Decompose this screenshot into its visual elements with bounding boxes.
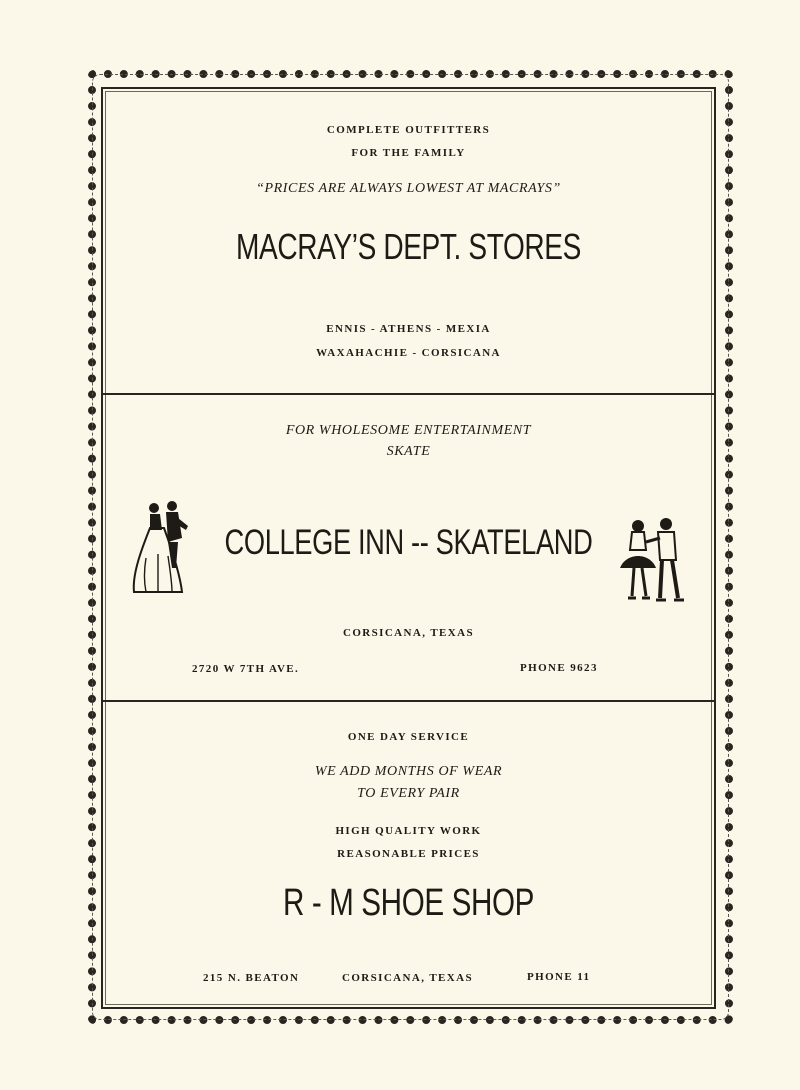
skateland-line-2: SKATE: [386, 444, 431, 459]
skateland-line-1: FOR WHOLESOME ENTERTAINMENT: [285, 423, 532, 438]
shoe-shop-city: CORSICANA, TEXAS: [342, 972, 473, 984]
skateland-address: 2720 W 7TH AVE.: [192, 663, 300, 675]
macrays-towns-1: ENNIS - ATHENS - MEXIA: [326, 323, 491, 335]
skateland-name: COLLEGE INN -- SKATELAND: [224, 523, 593, 562]
macrays-store-name: MACRAY’S DEPT. STORES: [236, 226, 581, 267]
shoe-shop-address: 215 N. BEATON: [203, 972, 300, 984]
shoe-shop-phone: PHONE 11: [527, 971, 591, 983]
shoe-shop-line-1: ONE DAY SERVICE: [347, 731, 470, 743]
macrays-line-2: FOR THE FAMILY: [351, 147, 466, 159]
shoe-shop-line-4: HIGH QUALITY WORK: [335, 825, 482, 837]
section-divider: [101, 700, 716, 702]
section-divider: [101, 393, 716, 395]
skateland-phone: PHONE 9623: [520, 662, 598, 674]
shoe-shop-line-3: TO EVERY PAIR: [357, 786, 460, 801]
macrays-line-1: COMPLETE OUTFITTERS: [326, 124, 491, 136]
macrays-slogan: “PRICES ARE ALWAYS LOWEST AT MACRAYS”: [256, 181, 561, 196]
shoe-shop-line-5: REASONABLE PRICES: [337, 848, 480, 860]
shoe-shop-line-2: WE ADD MONTHS OF WEAR: [314, 764, 503, 779]
macrays-towns-2: WAXAHACHIE - CORSICANA: [316, 347, 501, 359]
shoe-shop-name: R - M SHOE SHOP: [282, 882, 535, 924]
skateland-city: CORSICANA, TEXAS: [343, 627, 474, 639]
skating-couple-illustration: [616, 514, 688, 606]
